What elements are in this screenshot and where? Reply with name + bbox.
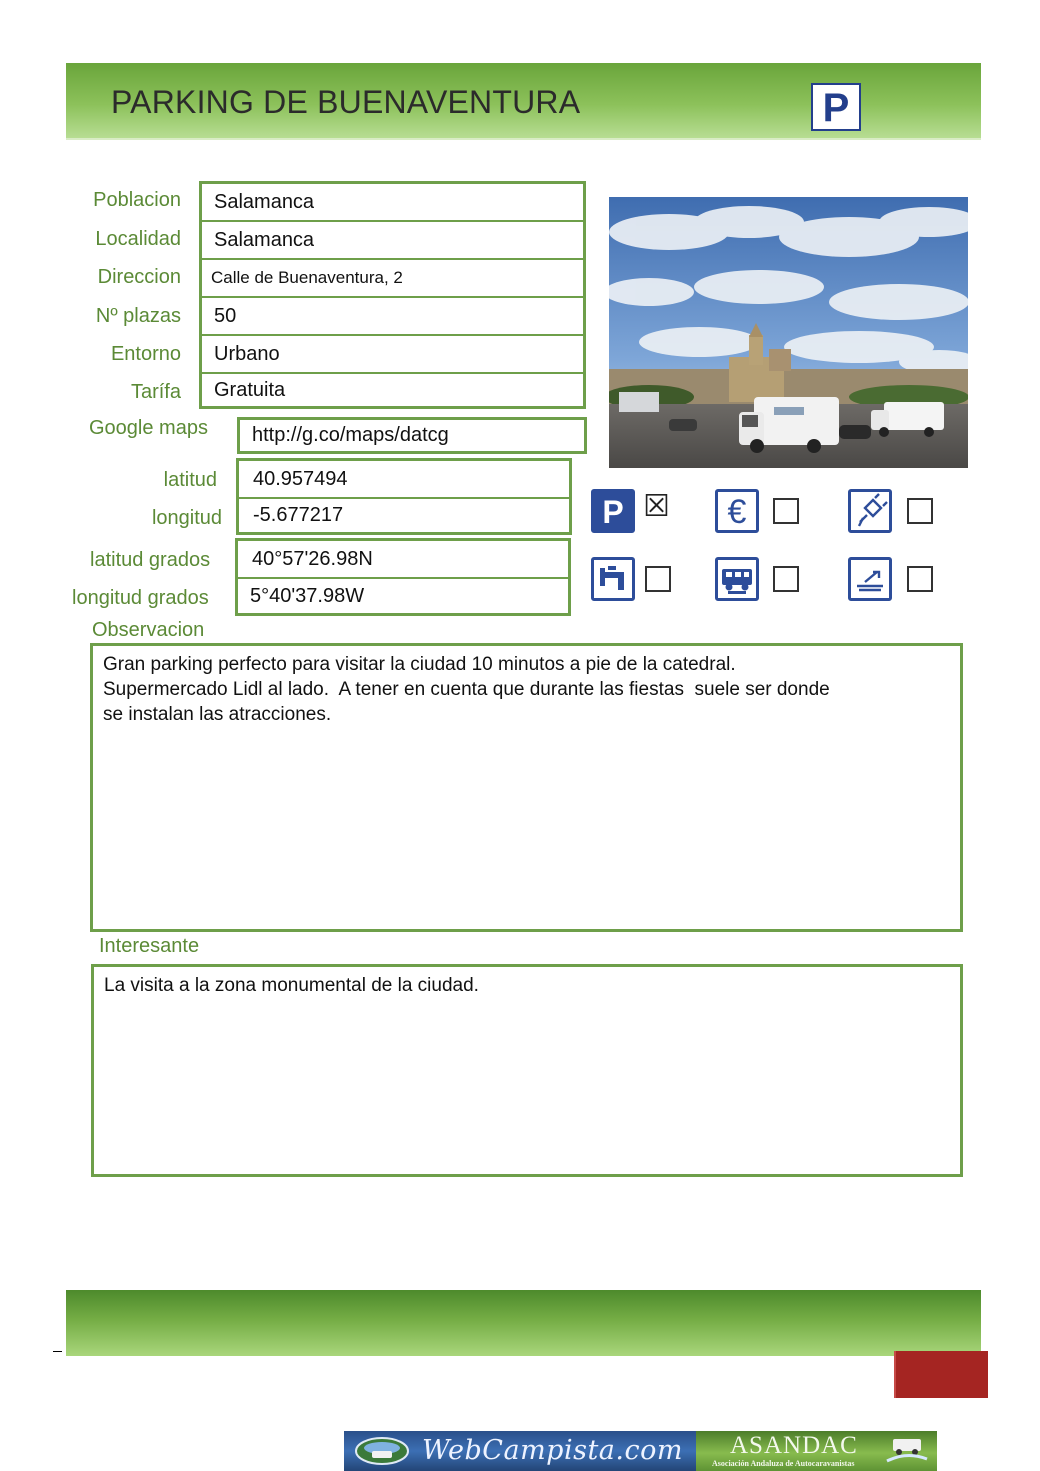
label-latitud-grados: latitud grados bbox=[90, 549, 211, 571]
camper-van-icon bbox=[715, 557, 759, 601]
field-longitud[interactable] bbox=[239, 499, 569, 532]
field-tarifa-value: Gratuita bbox=[214, 378, 286, 401]
sponsor-banner[interactable] bbox=[344, 1431, 937, 1471]
label-interesante: Interesante bbox=[99, 935, 200, 957]
asandac-text: ASANDAC bbox=[730, 1432, 858, 1459]
parking-sign-letter: P bbox=[822, 86, 850, 130]
field-poblacion[interactable] bbox=[202, 184, 583, 222]
water-tap-icon bbox=[591, 557, 635, 601]
footer-dash bbox=[53, 1351, 62, 1352]
label-poblacion: Poblacion bbox=[93, 189, 181, 211]
footer-band bbox=[66, 1290, 981, 1356]
webcampista-logo[interactable] bbox=[344, 1431, 696, 1471]
field-google-maps[interactable] bbox=[237, 417, 587, 454]
field-longitud-grados-value: 5°40'37.98W bbox=[250, 584, 365, 607]
field-direccion-value: Calle de Buenaventura, 2 bbox=[211, 268, 403, 287]
field-localidad[interactable] bbox=[202, 222, 583, 260]
parking-sign-icon bbox=[811, 83, 861, 131]
parking-checkbox[interactable]: ☒ bbox=[643, 490, 670, 523]
label-longitud: longitud bbox=[151, 507, 222, 529]
parking-photo bbox=[609, 197, 968, 468]
label-entorno: Entorno bbox=[110, 343, 181, 365]
page-title: PARKING DE BUENAVENTURA bbox=[111, 84, 581, 120]
label-google-maps: Google maps bbox=[89, 417, 208, 439]
label-plazas: Nº plazas bbox=[95, 305, 181, 327]
webcampista-text: WebCampista.com bbox=[422, 1435, 683, 1466]
euro-icon bbox=[715, 489, 759, 533]
label-localidad: Localidad bbox=[95, 228, 181, 250]
field-latitud-value: 40.957494 bbox=[253, 467, 348, 490]
label-observacion: Observacion bbox=[92, 619, 205, 641]
field-direccion[interactable] bbox=[202, 260, 583, 298]
label-direccion: Direccion bbox=[97, 266, 181, 288]
parking-icon bbox=[591, 489, 635, 533]
field-tarifa[interactable] bbox=[202, 374, 583, 406]
asandac-camper-icon bbox=[885, 1433, 929, 1467]
field-latitud-grados[interactable] bbox=[238, 541, 568, 579]
info-fields-box bbox=[199, 181, 586, 409]
water-checkbox[interactable] bbox=[645, 566, 671, 592]
electric-checkbox[interactable] bbox=[907, 498, 933, 524]
field-plazas-value: 50 bbox=[214, 304, 237, 327]
asandac-subtext: Asociación Andaluza de Autocaravanistas bbox=[712, 1459, 855, 1468]
asandac-logo[interactable] bbox=[696, 1431, 937, 1471]
field-latitud-grados-value: 40°57'26.98N bbox=[252, 547, 373, 570]
camper-checkbox[interactable] bbox=[773, 566, 799, 592]
field-poblacion-value: Salamanca bbox=[214, 190, 315, 213]
decimal-coords-box bbox=[236, 458, 572, 535]
field-plazas[interactable] bbox=[202, 298, 583, 336]
electric-plug-icon bbox=[848, 489, 892, 533]
field-google-maps-row bbox=[240, 420, 584, 451]
label-latitud: latitud bbox=[163, 469, 217, 491]
webcampista-emblem-icon bbox=[354, 1436, 410, 1466]
waste-drain-icon bbox=[848, 557, 892, 601]
observacion-textarea[interactable]: Gran parking perfecto para visitar la ciudad 10 minutos a pie de la catedral. Supermercado Lidl al lado. A tener en cuenta que durante las fiestas suele ser donde se instalan las atracciones. bbox=[90, 643, 963, 932]
field-latitud[interactable] bbox=[239, 461, 569, 499]
parking-icon-glyph: P bbox=[602, 494, 624, 530]
field-localidad-value: Salamanca bbox=[214, 228, 315, 251]
field-entorno-value: Urbano bbox=[214, 342, 280, 365]
page-number-block bbox=[894, 1351, 988, 1398]
waste-checkbox[interactable] bbox=[907, 566, 933, 592]
label-longitud-grados: longitud grados bbox=[72, 587, 209, 609]
interesante-textarea[interactable]: La visita a la zona monumental de la ciudad. bbox=[91, 964, 963, 1177]
label-tarifa: Tarífa bbox=[130, 381, 181, 403]
field-entorno[interactable] bbox=[202, 336, 583, 374]
field-longitud-grados[interactable] bbox=[238, 579, 568, 613]
euro-icon-glyph: € bbox=[727, 493, 747, 531]
field-longitud-value: -5.677217 bbox=[253, 504, 344, 526]
euro-checkbox[interactable] bbox=[773, 498, 799, 524]
dms-coords-box bbox=[235, 538, 571, 616]
field-google-maps-value: http://g.co/maps/datcg bbox=[252, 424, 449, 446]
